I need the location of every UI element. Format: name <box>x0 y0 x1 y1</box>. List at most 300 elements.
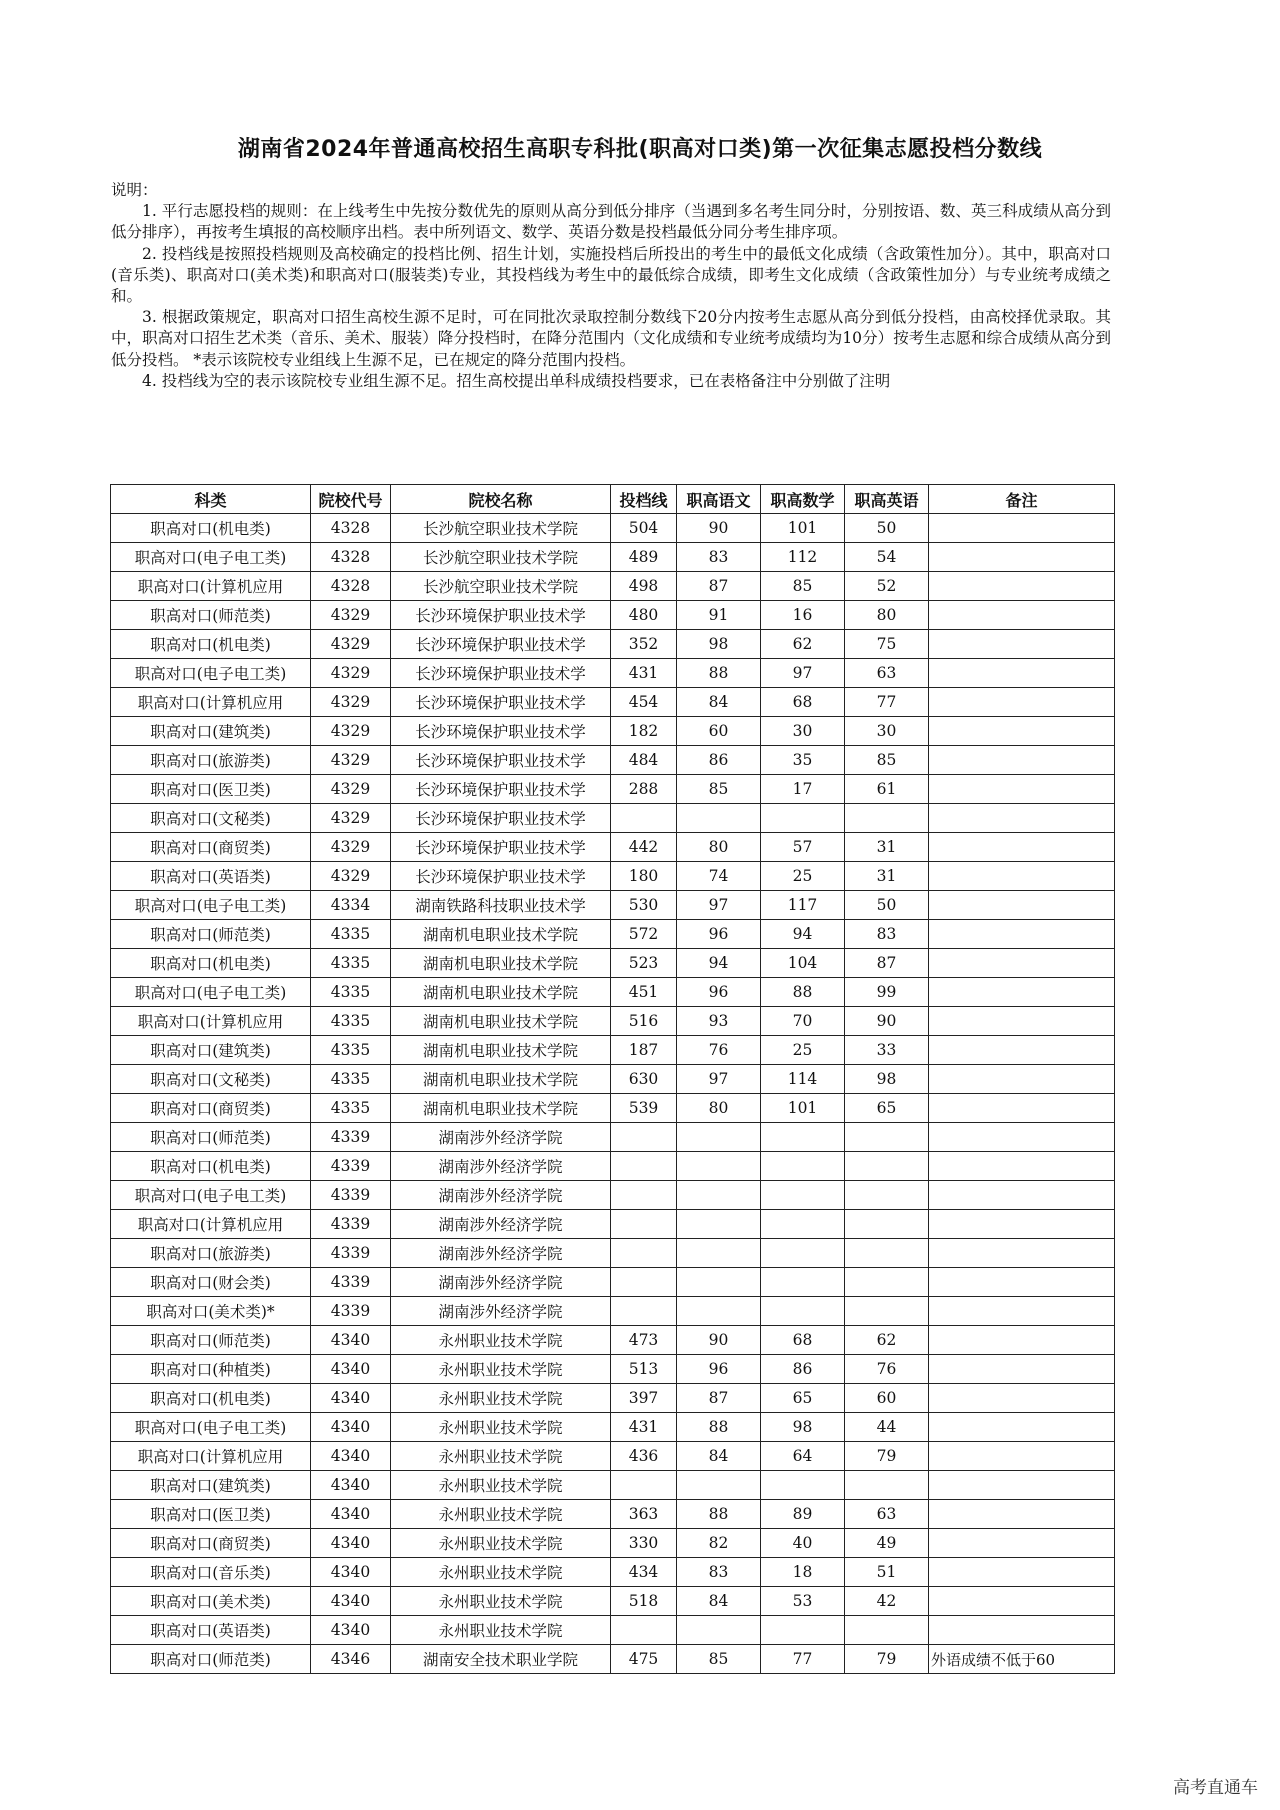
cell-math: 104 <box>761 949 845 978</box>
cell-chinese <box>677 1297 761 1326</box>
cell-chinese: 90 <box>677 514 761 543</box>
table-row <box>111 1210 1115 1239</box>
cell-chinese: 80 <box>677 833 761 862</box>
cell-cutoff: 330 <box>611 1529 677 1558</box>
cell-category: 职高对口(电子电工类) <box>111 543 311 572</box>
cell-remarks <box>929 572 1115 601</box>
cell-math <box>761 1471 845 1500</box>
cell-chinese: 96 <box>677 920 761 949</box>
cell-math: 17 <box>761 775 845 804</box>
cell-math: 88 <box>761 978 845 1007</box>
cell-english: 76 <box>845 1355 929 1384</box>
table-row <box>111 688 1115 717</box>
table-row <box>111 1326 1115 1355</box>
table-row <box>111 804 1115 833</box>
table-row <box>111 775 1115 804</box>
cell-math: 68 <box>761 1326 845 1355</box>
note-item: 1. 平行志愿投档的规则：在上线考生中先按分数优先的原则从高分到低分排序（当遇到多名考生同分时，分别按语、数、英三科成绩从高分到低分排序），再按考生填报的高校顺序出档。表中所列语文、数学、英语分数是投档最低分同分考生排序项。 <box>111 202 1111 242</box>
cell-english: 77 <box>845 688 929 717</box>
cell-english: 83 <box>845 920 929 949</box>
table-row <box>111 1500 1115 1529</box>
cell-category: 职高对口(商贸类) <box>111 833 311 862</box>
cell-school-code: 4335 <box>311 1065 391 1094</box>
table-row <box>111 543 1115 572</box>
cell-english: 52 <box>845 572 929 601</box>
cell-category: 职高对口(机电类) <box>111 630 311 659</box>
cell-cutoff: 523 <box>611 949 677 978</box>
cell-school-code: 4340 <box>311 1326 391 1355</box>
cell-chinese <box>677 1210 761 1239</box>
cell-school-name: 永州职业技术学院 <box>391 1587 611 1616</box>
cell-math: 57 <box>761 833 845 862</box>
cell-remarks <box>929 1297 1115 1326</box>
cell-english: 61 <box>845 775 929 804</box>
cell-english <box>845 1297 929 1326</box>
cell-school-code: 4339 <box>311 1268 391 1297</box>
cell-remarks <box>929 543 1115 572</box>
table-row <box>111 920 1115 949</box>
cell-school-code: 4329 <box>311 659 391 688</box>
table-row <box>111 1645 1115 1674</box>
cell-school-name: 湖南铁路科技职业技术学 <box>391 891 611 920</box>
cell-school-name: 湖南涉外经济学院 <box>391 1123 611 1152</box>
cell-school-code: 4340 <box>311 1442 391 1471</box>
cell-category: 职高对口(师范类) <box>111 1645 311 1674</box>
cell-category: 职高对口(商贸类) <box>111 1529 311 1558</box>
cell-english <box>845 1123 929 1152</box>
cell-math: 30 <box>761 717 845 746</box>
cell-remarks <box>929 862 1115 891</box>
cell-remarks <box>929 949 1115 978</box>
cell-school-name: 湖南机电职业技术学院 <box>391 920 611 949</box>
cell-cutoff: 484 <box>611 746 677 775</box>
cell-school-name: 长沙环境保护职业技术学 <box>391 630 611 659</box>
note-item: 2. 投档线是按照投档规则及高校确定的投档比例、招生计划，实施投档后所投出的考生中的最低文化成绩（含政策性加分）。其中，职高对口(音乐类)、职高对口(美术类)和职高对口(服装类)专业，其投档线为考生中的最低综合成绩，即考生文化成绩（含政策性加分）与专业统考成绩之和。 <box>111 244 1111 306</box>
cell-category: 职高对口(机电类) <box>111 1152 311 1181</box>
cell-school-code: 4339 <box>311 1239 391 1268</box>
cell-english: 51 <box>845 1558 929 1587</box>
cell-english: 85 <box>845 746 929 775</box>
cell-english: 33 <box>845 1036 929 1065</box>
cell-school-name: 湖南机电职业技术学院 <box>391 949 611 978</box>
cell-cutoff: 539 <box>611 1094 677 1123</box>
cell-chinese <box>677 1181 761 1210</box>
cell-cutoff: 473 <box>611 1326 677 1355</box>
cell-school-name: 永州职业技术学院 <box>391 1355 611 1384</box>
cell-english <box>845 804 929 833</box>
cell-category: 职高对口(文秘类) <box>111 1065 311 1094</box>
cell-math: 35 <box>761 746 845 775</box>
cell-school-code: 4329 <box>311 601 391 630</box>
cell-category: 职高对口(师范类) <box>111 920 311 949</box>
cell-category: 职高对口(建筑类) <box>111 1471 311 1500</box>
cell-school-name: 长沙环境保护职业技术学 <box>391 688 611 717</box>
cell-chinese: 88 <box>677 1413 761 1442</box>
cell-cutoff: 182 <box>611 717 677 746</box>
cell-remarks <box>929 601 1115 630</box>
cell-remarks <box>929 1007 1115 1036</box>
table-row <box>111 1616 1115 1645</box>
header-school-code: 院校代号 <box>311 485 391 514</box>
cell-cutoff <box>611 1181 677 1210</box>
cell-remarks <box>929 978 1115 1007</box>
cell-math <box>761 1181 845 1210</box>
cell-school-name: 长沙环境保护职业技术学 <box>391 601 611 630</box>
cell-remarks <box>929 1239 1115 1268</box>
cell-chinese: 74 <box>677 862 761 891</box>
table-row <box>111 1587 1115 1616</box>
cell-school-code: 4340 <box>311 1384 391 1413</box>
cell-remarks <box>929 804 1115 833</box>
table-row <box>111 601 1115 630</box>
cell-category: 职高对口(计算机应用 <box>111 1442 311 1471</box>
cell-english: 50 <box>845 891 929 920</box>
cell-remarks <box>929 1036 1115 1065</box>
cell-math: 77 <box>761 1645 845 1674</box>
cell-chinese: 84 <box>677 1587 761 1616</box>
cell-english <box>845 1210 929 1239</box>
cell-chinese: 96 <box>677 978 761 1007</box>
table-row <box>111 1181 1115 1210</box>
cell-chinese <box>677 1268 761 1297</box>
cell-school-code: 4340 <box>311 1500 391 1529</box>
cell-chinese <box>677 1152 761 1181</box>
cell-category: 职高对口(电子电工类) <box>111 891 311 920</box>
cell-english: 31 <box>845 833 929 862</box>
cell-school-code: 4335 <box>311 920 391 949</box>
cell-school-code: 4335 <box>311 1094 391 1123</box>
cell-remarks <box>929 920 1115 949</box>
cell-school-name: 永州职业技术学院 <box>391 1413 611 1442</box>
table-row <box>111 1384 1115 1413</box>
table-row <box>111 746 1115 775</box>
cell-category: 职高对口(旅游类) <box>111 1239 311 1268</box>
table-row <box>111 659 1115 688</box>
cell-category: 职高对口(师范类) <box>111 1123 311 1152</box>
cell-chinese: 84 <box>677 688 761 717</box>
cell-school-code: 4346 <box>311 1645 391 1674</box>
cell-remarks <box>929 1152 1115 1181</box>
cell-math: 101 <box>761 514 845 543</box>
cell-cutoff <box>611 1268 677 1297</box>
cell-cutoff <box>611 1210 677 1239</box>
cell-school-name: 永州职业技术学院 <box>391 1326 611 1355</box>
cell-math: 68 <box>761 688 845 717</box>
cell-math: 117 <box>761 891 845 920</box>
table-row <box>111 514 1115 543</box>
cell-school-code: 4329 <box>311 833 391 862</box>
cell-math <box>761 1210 845 1239</box>
cell-school-name: 长沙环境保护职业技术学 <box>391 862 611 891</box>
cell-cutoff: 436 <box>611 1442 677 1471</box>
cell-chinese: 88 <box>677 659 761 688</box>
cell-chinese: 96 <box>677 1355 761 1384</box>
cell-cutoff: 504 <box>611 514 677 543</box>
cell-remarks <box>929 891 1115 920</box>
cell-school-name: 湖南涉外经济学院 <box>391 1210 611 1239</box>
cell-remarks <box>929 1094 1115 1123</box>
cell-math: 64 <box>761 1442 845 1471</box>
cell-school-code: 4340 <box>311 1355 391 1384</box>
table-row <box>111 833 1115 862</box>
cell-cutoff: 434 <box>611 1558 677 1587</box>
cell-remarks <box>929 1587 1115 1616</box>
cell-category: 职高对口(英语类) <box>111 862 311 891</box>
cell-remarks <box>929 1413 1115 1442</box>
cell-english <box>845 1616 929 1645</box>
cell-school-name: 长沙环境保护职业技术学 <box>391 659 611 688</box>
cell-category: 职高对口(计算机应用 <box>111 1007 311 1036</box>
cell-cutoff: 498 <box>611 572 677 601</box>
cell-cutoff: 454 <box>611 688 677 717</box>
cell-remarks: 外语成绩不低于60 <box>929 1645 1115 1674</box>
cell-math: 62 <box>761 630 845 659</box>
cell-cutoff: 397 <box>611 1384 677 1413</box>
cell-school-code: 4340 <box>311 1413 391 1442</box>
cell-math: 114 <box>761 1065 845 1094</box>
cell-school-name: 湖南涉外经济学院 <box>391 1239 611 1268</box>
cell-english: 98 <box>845 1065 929 1094</box>
cell-school-code: 4329 <box>311 717 391 746</box>
cell-math: 97 <box>761 659 845 688</box>
cell-remarks <box>929 1355 1115 1384</box>
cell-cutoff: 180 <box>611 862 677 891</box>
cell-english: 80 <box>845 601 929 630</box>
cell-category: 职高对口(师范类) <box>111 601 311 630</box>
cell-math <box>761 1268 845 1297</box>
cell-category: 职高对口(计算机应用 <box>111 1210 311 1239</box>
cell-chinese: 85 <box>677 775 761 804</box>
cell-cutoff <box>611 1123 677 1152</box>
header-category: 科类 <box>111 485 311 514</box>
cell-school-code: 4329 <box>311 775 391 804</box>
cell-school-name: 湖南机电职业技术学院 <box>391 1007 611 1036</box>
cell-remarks <box>929 514 1115 543</box>
cell-school-name: 湖南涉外经济学院 <box>391 1268 611 1297</box>
cell-school-code: 4340 <box>311 1558 391 1587</box>
cell-chinese: 97 <box>677 891 761 920</box>
cell-school-code: 4340 <box>311 1529 391 1558</box>
table-row <box>111 1007 1115 1036</box>
notes-section <box>111 180 1111 392</box>
cell-school-name: 湖南机电职业技术学院 <box>391 1036 611 1065</box>
table-row <box>111 630 1115 659</box>
cell-school-name: 湖南机电职业技术学院 <box>391 1094 611 1123</box>
cell-school-code: 4339 <box>311 1297 391 1326</box>
cell-chinese: 90 <box>677 1326 761 1355</box>
cell-chinese <box>677 1123 761 1152</box>
cell-remarks <box>929 1384 1115 1413</box>
cell-cutoff: 518 <box>611 1587 677 1616</box>
cell-math <box>761 1616 845 1645</box>
cell-school-code: 4328 <box>311 514 391 543</box>
cell-school-name: 湖南机电职业技术学院 <box>391 978 611 1007</box>
table-header-row <box>111 485 1115 514</box>
score-table <box>110 484 1115 1674</box>
cell-chinese <box>677 1471 761 1500</box>
table-row <box>111 1442 1115 1471</box>
cell-category: 职高对口(电子电工类) <box>111 659 311 688</box>
cell-english: 65 <box>845 1094 929 1123</box>
cell-school-name: 湖南涉外经济学院 <box>391 1297 611 1326</box>
cell-cutoff: 513 <box>611 1355 677 1384</box>
cell-cutoff: 489 <box>611 543 677 572</box>
cell-school-code: 4335 <box>311 978 391 1007</box>
note-item: 3. 根据政策规定，职高对口招生高校生源不足时，可在同批次录取控制分数线下20分内按考生志愿从高分到低分投档，由高校择优录取。其中，职高对口招生艺术类（音乐、美术、服装）降分投档时，在降分范围内（文化成绩和专业统考成绩均为10分）按考生志愿和综合成绩从高分到低分投档。 *表示该院校专业组线上生源不足，已在规定的降分范围内投档。 <box>111 308 1111 369</box>
cell-remarks <box>929 1500 1115 1529</box>
cell-cutoff: 451 <box>611 978 677 1007</box>
cell-category: 职高对口(建筑类) <box>111 717 311 746</box>
cell-remarks <box>929 1123 1115 1152</box>
cell-category: 职高对口(计算机应用 <box>111 572 311 601</box>
cell-chinese: 93 <box>677 1007 761 1036</box>
cell-chinese <box>677 1616 761 1645</box>
cell-cutoff: 480 <box>611 601 677 630</box>
cell-cutoff: 530 <box>611 891 677 920</box>
cell-school-code: 4339 <box>311 1123 391 1152</box>
cell-english <box>845 1181 929 1210</box>
cell-cutoff: 442 <box>611 833 677 862</box>
cell-remarks <box>929 1181 1115 1210</box>
cell-category: 职高对口(医卫类) <box>111 1500 311 1529</box>
table-row <box>111 1471 1115 1500</box>
cell-chinese: 87 <box>677 572 761 601</box>
table-row <box>111 1558 1115 1587</box>
cell-cutoff <box>611 1297 677 1326</box>
cell-english: 31 <box>845 862 929 891</box>
cell-category: 职高对口(建筑类) <box>111 1036 311 1065</box>
cell-math <box>761 804 845 833</box>
table-row <box>111 1123 1115 1152</box>
cell-school-name: 永州职业技术学院 <box>391 1616 611 1645</box>
cell-math: 85 <box>761 572 845 601</box>
cell-english: 50 <box>845 514 929 543</box>
cell-category: 职高对口(旅游类) <box>111 746 311 775</box>
table-row <box>111 717 1115 746</box>
table-row <box>111 572 1115 601</box>
watermark: 高考直通车 <box>1173 1778 1258 1798</box>
cell-remarks <box>929 775 1115 804</box>
cell-category: 职高对口(商贸类) <box>111 1094 311 1123</box>
cell-cutoff <box>611 1471 677 1500</box>
cell-chinese: 82 <box>677 1529 761 1558</box>
cell-remarks <box>929 688 1115 717</box>
table-row <box>111 978 1115 1007</box>
cell-chinese: 86 <box>677 746 761 775</box>
cell-school-code: 4335 <box>311 1036 391 1065</box>
cell-school-code: 4329 <box>311 746 391 775</box>
cell-cutoff: 288 <box>611 775 677 804</box>
cell-cutoff: 187 <box>611 1036 677 1065</box>
cell-cutoff: 475 <box>611 1645 677 1674</box>
cell-school-code: 4329 <box>311 804 391 833</box>
cell-chinese: 83 <box>677 1558 761 1587</box>
cell-math: 94 <box>761 920 845 949</box>
table-row <box>111 949 1115 978</box>
table-row <box>111 1036 1115 1065</box>
cell-chinese: 88 <box>677 1500 761 1529</box>
header-math: 职高数学 <box>761 485 845 514</box>
cell-math: 16 <box>761 601 845 630</box>
cell-school-name: 长沙航空职业技术学院 <box>391 514 611 543</box>
cell-category: 职高对口(音乐类) <box>111 1558 311 1587</box>
cell-cutoff: 363 <box>611 1500 677 1529</box>
cell-school-name: 永州职业技术学院 <box>391 1384 611 1413</box>
cell-school-name: 长沙航空职业技术学院 <box>391 572 611 601</box>
cell-category: 职高对口(机电类) <box>111 514 311 543</box>
cell-category: 职高对口(机电类) <box>111 1384 311 1413</box>
cell-school-code: 4329 <box>311 862 391 891</box>
cell-cutoff: 431 <box>611 659 677 688</box>
cell-remarks <box>929 1442 1115 1471</box>
table-row <box>111 1094 1115 1123</box>
notes-heading: 说明： <box>111 181 158 199</box>
table-row <box>111 1152 1115 1181</box>
cell-cutoff: 352 <box>611 630 677 659</box>
table-row <box>111 1529 1115 1558</box>
cell-math: 65 <box>761 1384 845 1413</box>
cell-chinese: 76 <box>677 1036 761 1065</box>
header-remarks: 备注 <box>929 485 1115 514</box>
cell-remarks <box>929 1529 1115 1558</box>
cell-school-name: 永州职业技术学院 <box>391 1500 611 1529</box>
cell-math <box>761 1152 845 1181</box>
cell-chinese: 84 <box>677 1442 761 1471</box>
cell-english: 42 <box>845 1587 929 1616</box>
cell-category: 职高对口(电子电工类) <box>111 1181 311 1210</box>
cell-school-code: 4328 <box>311 572 391 601</box>
header-chinese: 职高语文 <box>677 485 761 514</box>
cell-school-name: 湖南安全技术职业学院 <box>391 1645 611 1674</box>
cell-school-name: 湖南涉外经济学院 <box>391 1152 611 1181</box>
cell-remarks <box>929 1471 1115 1500</box>
cell-category: 职高对口(财会类) <box>111 1268 311 1297</box>
cell-english <box>845 1239 929 1268</box>
cell-english: 44 <box>845 1413 929 1442</box>
cell-school-name: 永州职业技术学院 <box>391 1558 611 1587</box>
header-english: 职高英语 <box>845 485 929 514</box>
cell-remarks <box>929 746 1115 775</box>
cell-cutoff <box>611 1616 677 1645</box>
cell-school-name: 长沙环境保护职业技术学 <box>391 833 611 862</box>
cell-english: 87 <box>845 949 929 978</box>
cell-chinese: 60 <box>677 717 761 746</box>
cell-remarks <box>929 1616 1115 1645</box>
cell-school-name: 永州职业技术学院 <box>391 1529 611 1558</box>
cell-cutoff: 516 <box>611 1007 677 1036</box>
cell-math: 25 <box>761 1036 845 1065</box>
cell-math: 86 <box>761 1355 845 1384</box>
cell-remarks <box>929 1326 1115 1355</box>
cell-math: 53 <box>761 1587 845 1616</box>
cell-english: 49 <box>845 1529 929 1558</box>
cell-school-code: 4339 <box>311 1181 391 1210</box>
cell-remarks <box>929 1065 1115 1094</box>
cell-cutoff <box>611 1239 677 1268</box>
cell-english: 79 <box>845 1645 929 1674</box>
cell-school-code: 4334 <box>311 891 391 920</box>
cell-cutoff: 630 <box>611 1065 677 1094</box>
cell-english: 63 <box>845 1500 929 1529</box>
cell-school-code: 4339 <box>311 1152 391 1181</box>
cell-english: 79 <box>845 1442 929 1471</box>
cell-math: 101 <box>761 1094 845 1123</box>
cell-chinese: 83 <box>677 543 761 572</box>
cell-school-name: 长沙航空职业技术学院 <box>391 543 611 572</box>
cell-school-code: 4340 <box>311 1587 391 1616</box>
cell-english: 30 <box>845 717 929 746</box>
cell-category: 职高对口(电子电工类) <box>111 1413 311 1442</box>
